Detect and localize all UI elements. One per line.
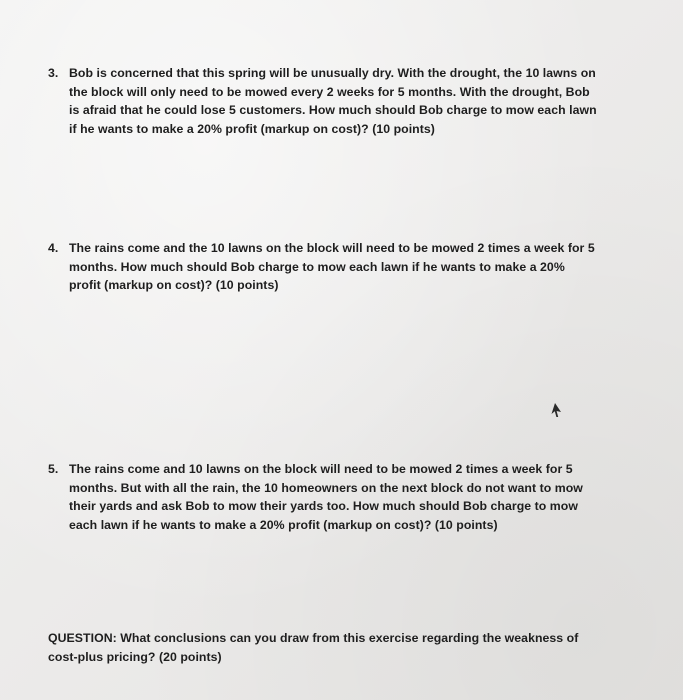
question-line: The rains come and the 10 lawns on the block will need to be mowed 2 times a week for 5 <box>69 241 595 255</box>
question-line: their yards and ask Bob to mow their yards too. How much should Bob charge to mow <box>69 499 578 513</box>
question-number: 5. <box>48 462 59 476</box>
question-text <box>48 629 608 666</box>
question-number: 3. <box>48 66 59 80</box>
question-line: The rains come and 10 lawns on the block will need to be mowed 2 times a week for 5 <box>69 462 573 476</box>
question-line: the block will only need to be mowed every 2 weeks for 5 months. With the drought, Bob <box>69 84 590 99</box>
final-question <box>48 629 608 666</box>
mouse-pointer-icon <box>549 403 561 417</box>
question-3 <box>48 64 638 138</box>
question-line: if he wants to make a 20% profit (markup on cost)? (10 points) <box>69 121 435 136</box>
question-line: profit (markup on cost)? (10 points) <box>69 278 279 292</box>
question-line: months. But with all the rain, the 10 homeowners on the next block do not want to mow <box>69 480 583 495</box>
question-text <box>69 460 618 534</box>
question-4 <box>48 239 638 295</box>
question-line: is afraid that he could lose 5 customers. How much should Bob charge to mow each lawn <box>69 103 597 117</box>
question-line: QUESTION: What conclusions can you draw from this exercise regarding the weakness of <box>48 631 579 645</box>
question-line: months. How much should Bob charge to mow each lawn if he wants to make a 20% <box>69 259 565 274</box>
question-line: each lawn if he wants to make a 20% profit (markup on cost)? (10 points) <box>69 517 498 532</box>
question-5 <box>48 460 618 534</box>
question-text <box>69 64 638 138</box>
question-line: Bob is concerned that this spring will be unusually dry. With the drought, the 10 lawns on <box>69 66 596 80</box>
question-text <box>69 239 638 295</box>
question-number: 4. <box>48 241 59 255</box>
question-line: cost-plus pricing? (20 points) <box>48 649 222 664</box>
